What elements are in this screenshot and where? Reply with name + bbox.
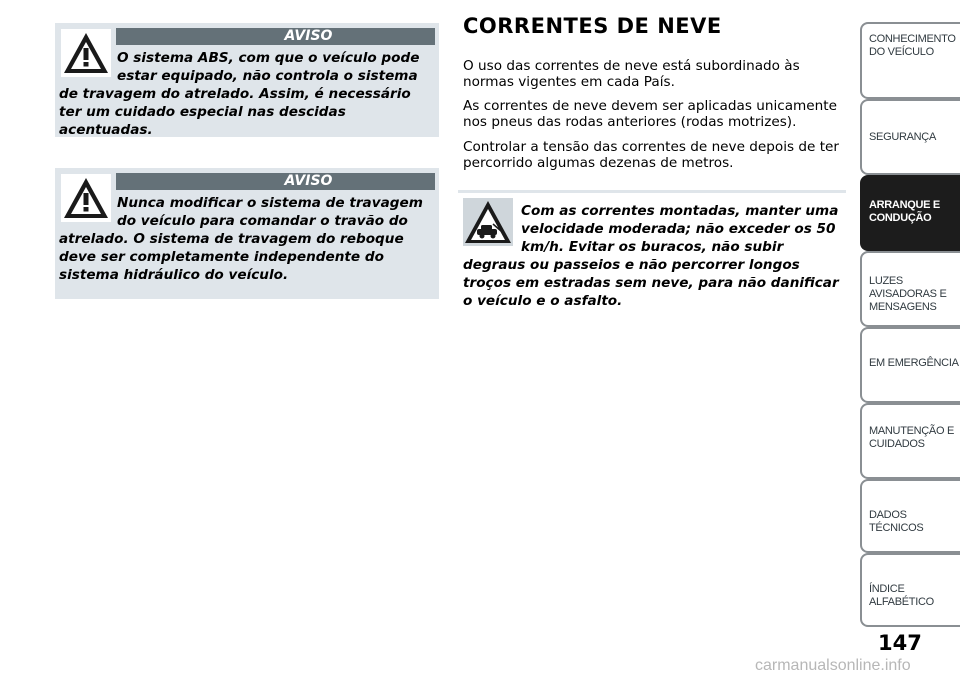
paragraph: As correntes de neve devem ser aplicadas unicamente nos pneus das rodas anteriores (rodas motrizes). xyxy=(463,98,837,130)
page-number: 147 xyxy=(878,631,922,655)
tab-luzes-avisadoras[interactable]: LUZES AVISADORAS E MENSAGENS xyxy=(860,251,960,327)
warning-header: AVISO xyxy=(116,173,435,190)
warning-text-indent: O sistema ABS, com que o veículo pode estar equipado, não controla o sistema xyxy=(117,50,420,84)
warning-text xyxy=(59,194,435,284)
tab-arranque-e-conducao[interactable]: ARRANQUE E CONDUÇÃO xyxy=(860,175,960,251)
tab-manutencao-e-cuidados[interactable]: MANUTENÇÃO E CUIDADOS xyxy=(860,403,960,479)
warning-text-indent: Nunca modificar o sistema de travagem do veículo para comandar o travão do xyxy=(117,195,423,229)
warning-box-abs xyxy=(55,23,439,137)
watermark: carmanualsonline.info xyxy=(755,657,911,674)
tab-seguranca[interactable]: SEGURANÇA xyxy=(860,99,960,175)
caution-text-indent: Com as correntes montadas, manter uma velocidade moderada; não exceder os 50 km/h. Evitar os buracos, não subir xyxy=(521,203,839,255)
warning-box-trailer-brakes xyxy=(55,168,439,299)
tab-dados-tecnicos[interactable]: DADOS TÉCNICOS xyxy=(860,479,960,553)
tab-conhecimento-do-veiculo[interactable]: CONHECIMENTO DO VEÍCULO xyxy=(860,22,960,99)
tab-indice-alfabetico[interactable]: ÍNDICE ALFABÉTICO xyxy=(860,553,960,627)
section-title: CORRENTES DE NEVE xyxy=(463,14,722,38)
warning-text-rest: atrelado. O sistema de travagem do reboque deve ser completamente independente do sistema hidráulico do veículo. xyxy=(59,231,404,283)
divider xyxy=(458,190,846,193)
paragraph: O uso das correntes de neve está subordinado às normas vigentes em cada País. xyxy=(463,58,800,90)
chains-caution-text xyxy=(463,202,843,310)
paragraph: Controlar a tensão das correntes de neve depois de ter percorrido algumas dezenas de metros. xyxy=(463,139,839,171)
warning-header: AVISO xyxy=(116,28,435,45)
warning-text xyxy=(59,49,435,139)
tab-em-emergencia[interactable]: EM EMERGÊNCIA xyxy=(860,327,960,403)
warning-text-rest: de travagem do atrelado. Assim, é necessário ter um cuidado especial nas descidas acentuadas. xyxy=(59,86,411,138)
caution-text-rest: degraus ou passeios e não percorrer longos troços em estradas sem neve, para não danificar o veículo e o asfalto. xyxy=(463,257,839,309)
